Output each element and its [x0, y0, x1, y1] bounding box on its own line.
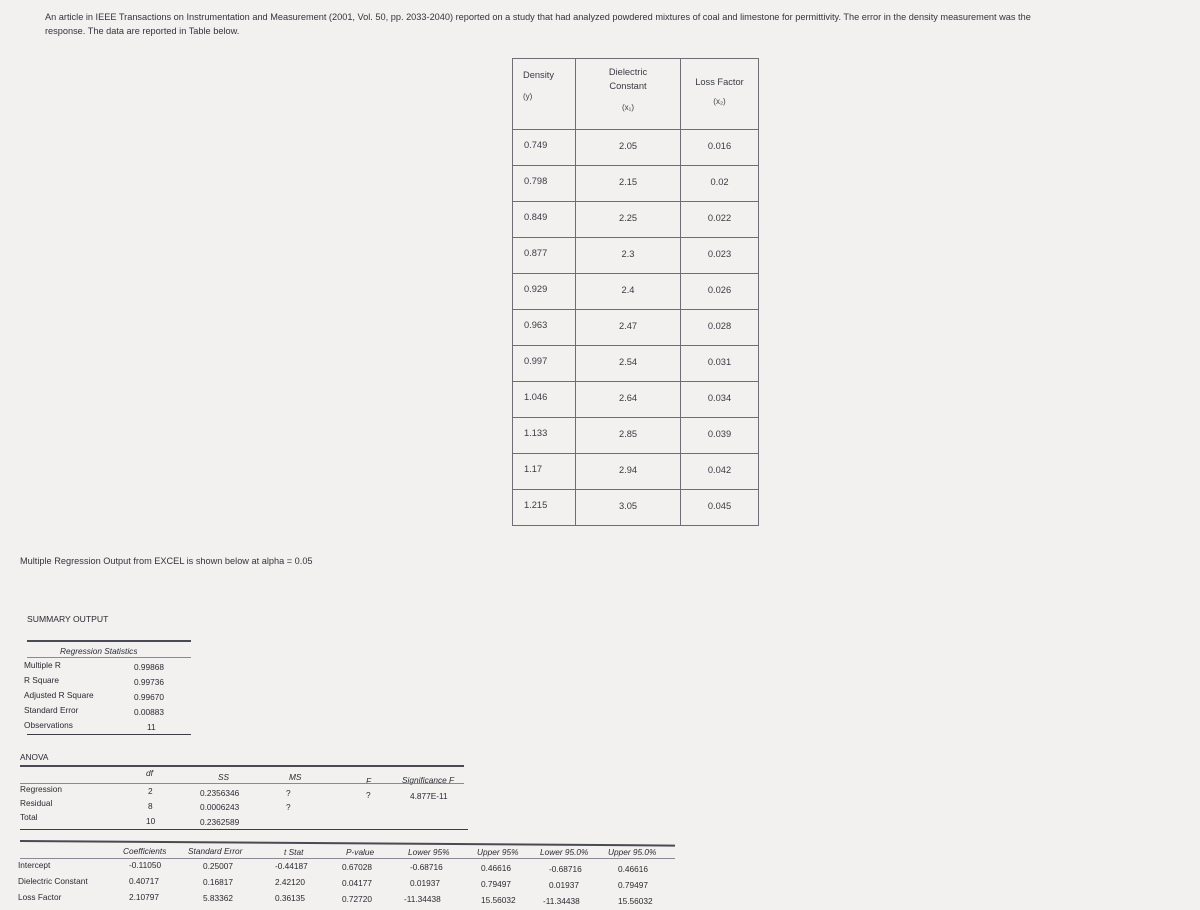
summary-output-title: SUMMARY OUTPUT — [27, 614, 109, 624]
coefficients-cell: 0.46616 — [618, 864, 648, 874]
coefficients-cell: 2.42120 — [275, 877, 305, 887]
anova-cell: ? — [286, 788, 291, 798]
coefficients-header: Upper 95% — [477, 847, 519, 857]
data-table-header-row — [513, 59, 759, 130]
anova-header-f: F — [366, 776, 372, 786]
coefficients-cell: -0.68716 — [549, 864, 582, 874]
data-table-value: 1.215 — [524, 500, 548, 510]
coefficients-cell: 2.10797 — [129, 892, 159, 902]
data-table-value: 2.64 — [618, 393, 638, 403]
data-table-value: 0.997 — [524, 356, 548, 366]
rule — [20, 840, 675, 847]
data-table-cell — [576, 310, 681, 346]
data-table-cell — [576, 418, 681, 454]
coefficients-header: Lower 95% — [408, 847, 450, 857]
data-table-value: 0.963 — [524, 320, 548, 330]
data-table-value: 0.045 — [707, 501, 732, 511]
coefficients-cell: -11.34438 — [404, 894, 441, 904]
data-table-cell — [681, 418, 759, 454]
data-table-cell — [576, 130, 681, 166]
data-table-row — [513, 130, 759, 166]
anova-cell: 0.2362589 — [200, 817, 240, 827]
data-table-cell — [513, 238, 576, 274]
data-table-row — [513, 454, 759, 490]
data-table-value: 1.17 — [524, 464, 543, 474]
rule — [27, 734, 191, 735]
data-table-value: 2.85 — [618, 429, 638, 439]
coefficients-cell: 0.16817 — [203, 877, 233, 887]
data-table-value: 2.05 — [618, 141, 638, 151]
coefficients-row-label: Loss Factor — [18, 892, 62, 902]
coefficients-header: Upper 95.0% — [608, 847, 657, 857]
coefficients-header: Lower 95.0% — [540, 847, 589, 857]
data-table-row — [513, 310, 759, 346]
coefficients-cell: -0.68716 — [410, 862, 443, 872]
coefficients-cell: 5.83362 — [203, 893, 233, 903]
data-table-value: 0.031 — [707, 357, 732, 367]
data-table-value: 2.94 — [618, 465, 638, 475]
anova-title: ANOVA — [20, 752, 49, 762]
data-table-row — [513, 166, 759, 202]
data-table-value: 0.929 — [524, 284, 548, 294]
data-table-row — [513, 346, 759, 382]
regression-stat-value: 0.99868 — [134, 662, 164, 672]
data-table-row — [513, 418, 759, 454]
rule — [27, 657, 191, 658]
data-table-cell — [681, 166, 759, 202]
coefficients-row-label: Dielectric Constant — [18, 876, 88, 886]
data-table-cell — [513, 418, 576, 454]
data-table-cell — [513, 274, 576, 310]
rule — [20, 858, 675, 859]
coefficients-cell: 0.25007 — [203, 861, 233, 871]
data-table-cell — [681, 346, 759, 382]
rule — [27, 640, 191, 642]
coefficients-cell: 0.79497 — [618, 880, 648, 890]
anova-header-sigf: Significance F — [402, 775, 455, 785]
rule — [20, 783, 464, 784]
coefficients-cell: 0.40717 — [129, 876, 159, 886]
data-table-cell — [576, 382, 681, 418]
coefficients-header: Coefficients — [123, 846, 167, 856]
data-table-value: 2.25 — [618, 213, 638, 223]
data-table-value: 0.026 — [707, 285, 732, 295]
anova-row-label: Residual — [20, 798, 53, 808]
header-dielectric-constant — [576, 59, 681, 130]
data-table-cell — [513, 130, 576, 166]
regression-stat-label: Multiple R — [24, 660, 61, 670]
regression-stat-value: 0.99736 — [134, 677, 164, 687]
regression-statistics-title: Regression Statistics — [60, 646, 138, 656]
data-table-cell — [681, 490, 759, 526]
coefficients-cell: 0.04177 — [342, 878, 372, 888]
anova-cell: ? — [366, 790, 371, 800]
header-loss-factor — [681, 59, 759, 130]
data-table-cell — [681, 238, 759, 274]
data-table-value: 0.749 — [524, 140, 548, 150]
data-table-cell — [576, 346, 681, 382]
data-table-row — [513, 238, 759, 274]
data-table-cell — [576, 202, 681, 238]
anova-cell: 4.877E-11 — [410, 791, 448, 801]
coefficients-cell: 0.36135 — [275, 893, 305, 903]
data-table-cell — [576, 238, 681, 274]
data-table-row — [513, 382, 759, 418]
problem-statement-line-1: An article in IEEE Transactions on Instrumentation and Measurement (2001, Vol. 50, pp. 2033-2040) reported on a study that had analyzed powdered mixtures of coal and limestone for permittivity. The error in the density measurement was the — [45, 12, 1031, 22]
problem-statement — [45, 10, 1195, 38]
data-table-cell — [576, 454, 681, 490]
data-table-value: 0.028 — [707, 321, 732, 331]
coefficients-cell: 0.46616 — [481, 863, 511, 873]
anova-header-ss: SS — [218, 772, 230, 782]
data-table-cell — [513, 202, 576, 238]
data-table-cell — [681, 310, 759, 346]
data-table-cell — [513, 346, 576, 382]
anova-header-df: df — [146, 768, 153, 778]
coefficients-cell: -0.44187 — [275, 861, 308, 871]
data-table-cell — [681, 130, 759, 166]
data-table-cell — [513, 310, 576, 346]
anova-cell: 0.0006243 — [200, 802, 240, 812]
regression-stat-value: 0.99670 — [134, 692, 164, 702]
data-table-cell — [681, 274, 759, 310]
coefficients-cell: 15.56032 — [618, 896, 653, 906]
regression-stat-label: Standard Error — [24, 705, 79, 715]
data-table-cell — [576, 490, 681, 526]
coefficients-header: Standard Error — [188, 846, 243, 856]
header-density — [513, 59, 576, 130]
data-table-value: 0.039 — [707, 429, 732, 439]
data-table-value: 1.046 — [524, 392, 548, 402]
data-table-value: 2.54 — [618, 357, 638, 367]
data-table-value: 0.877 — [524, 248, 548, 258]
data-table-cell — [681, 454, 759, 490]
coefficients-header: t Stat — [284, 847, 304, 857]
regression-stat-value: 11 — [147, 722, 156, 732]
coefficients-cell: 0.01937 — [549, 880, 579, 890]
coefficients-cell: 0.79497 — [481, 879, 511, 889]
data-table-cell — [513, 382, 576, 418]
anova-cell: 0.2356346 — [200, 788, 240, 798]
data-table-value: 2.4 — [621, 285, 635, 295]
data-table-value: 3.05 — [618, 501, 638, 511]
data-table-value: 0.034 — [707, 393, 732, 403]
data-table-value: 0.849 — [524, 212, 548, 222]
anova-row-label: Total — [20, 812, 38, 822]
data-table-value: 1.133 — [524, 428, 548, 438]
coefficients-cell: 0.72720 — [342, 894, 372, 904]
data-table-value: 2.3 — [621, 249, 635, 259]
data-table-value: 2.15 — [618, 177, 638, 187]
coefficients-cell: 0.01937 — [410, 878, 440, 888]
coefficients-header: P-value — [346, 847, 375, 857]
coefficients-cell: -11.34438 — [543, 896, 580, 906]
regression-stat-label: R Square — [24, 675, 60, 685]
regression-stat-label: Adjusted R Square — [24, 690, 94, 700]
data-table-value: 0.042 — [707, 465, 732, 475]
header-loss-title: Loss Factor — [695, 77, 744, 87]
header-density-title: Density — [523, 70, 555, 80]
data-table-row — [513, 490, 759, 526]
header-density-sub: (y) — [523, 92, 533, 101]
data-table-cell — [576, 166, 681, 202]
header-dielectric-title: Dielectric Constant — [608, 67, 648, 91]
coefficients-row-label: Intercept — [18, 860, 51, 870]
regression-stat-label: Observations — [24, 720, 73, 730]
data-table-cell — [681, 382, 759, 418]
data-table-cell — [513, 454, 576, 490]
data-table-value: 0.023 — [707, 249, 732, 259]
data-table-cell — [513, 490, 576, 526]
data-table-value: 0.02 — [710, 177, 729, 187]
regression-note: Multiple Regression Output from EXCEL is shown below at alpha = 0.05 — [20, 556, 313, 566]
coefficients-cell: 15.56032 — [481, 895, 516, 905]
anova-cell: 2 — [148, 786, 153, 796]
problem-statement-line-2: response. The data are reported in Table below. — [45, 26, 240, 36]
anova-cell: 8 — [148, 801, 153, 811]
data-table — [512, 58, 759, 526]
data-table-cell — [681, 202, 759, 238]
data-table-row — [513, 274, 759, 310]
anova-row-label: Regression — [20, 784, 62, 794]
header-loss-sub: (x₂) — [713, 97, 726, 106]
anova-cell: 10 — [146, 816, 156, 826]
data-table-cell — [576, 274, 681, 310]
header-dielectric-sub: (x₁) — [621, 103, 635, 112]
coefficients-cell: -0.11050 — [129, 860, 162, 870]
data-table-value: 0.798 — [524, 176, 548, 186]
regression-stat-value: 0.00883 — [134, 707, 164, 717]
data-table-value: 0.016 — [707, 141, 732, 151]
data-table-value: 2.47 — [618, 321, 638, 331]
rule — [20, 829, 468, 830]
data-table-value: 0.022 — [707, 213, 732, 223]
coefficients-cell: 0.67028 — [342, 862, 372, 872]
data-table-cell — [513, 166, 576, 202]
data-table-row — [513, 202, 759, 238]
rule — [20, 765, 464, 767]
anova-header-ms: MS — [289, 772, 302, 782]
anova-cell: ? — [286, 802, 291, 812]
